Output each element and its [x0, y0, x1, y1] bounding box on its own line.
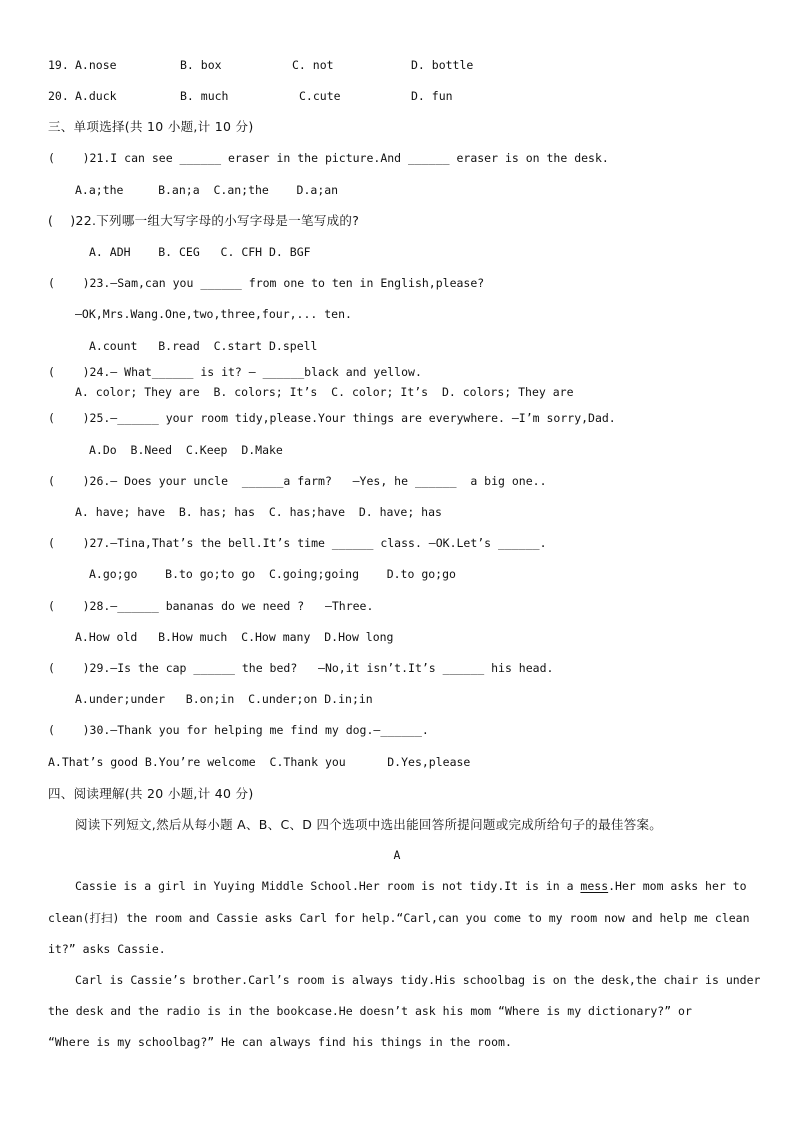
question-29-stem: ( )29.—Is the cap ______ the bed? —No,it isn’t.It’s ______ his head.	[48, 661, 554, 675]
passage-text: .Her mom asks her to	[608, 879, 747, 893]
passage-text: Cassie is a girl in Yuying Middle School.Her room is not tidy.It is in a	[75, 879, 581, 893]
option-b: B. box	[180, 58, 222, 72]
question-26-stem: ( )26.— Does your uncle ______a farm? —Yes, he ______ a big one..	[48, 474, 547, 488]
question-22-options: A. ADH B. CEG C. CFH D. BGF	[89, 245, 311, 259]
passage-paragraph-2-line-2: the desk and the radio is in the bookcase.He doesn’t ask his mom “Where is my dictionary?” or	[48, 1004, 692, 1018]
reading-instructions: 阅读下列短文,然后从每小题 A、B、C、D 四个选项中选出能回答所提问题或完成所给句子的最佳答案。	[75, 817, 663, 832]
question-22-stem: ( )22.下列哪一组大写字母的小写字母是一笔写成的?	[48, 213, 360, 228]
question-23-stem: ( )23.—Sam,can you ______ from one to ten in English,please?	[48, 276, 485, 290]
section-3-title: 三、单项选择(共 10 小题,计 10 分)	[48, 119, 254, 134]
passage-paragraph-2-line-1: Carl is Cassie’s brother.Carl’s room is always tidy.His schoolbag is on the desk,the chair is under	[75, 973, 761, 987]
question-24-options: A. color; They are B. colors; It’s C. color; It’s D. colors; They are	[75, 385, 574, 399]
option-a: A.duck	[75, 89, 117, 103]
question-28-options: A.How old B.How much C.How many D.How long	[75, 630, 394, 644]
question-30-stem: ( )30.—Thank you for helping me find my dog.—______.	[48, 723, 429, 737]
question-30-options: A.That’s good B.You’re welcome C.Thank you D.Yes,please	[48, 755, 471, 769]
question-21-options: A.a;the B.an;a C.an;the D.a;an	[75, 183, 339, 197]
option-d: D. bottle	[411, 58, 474, 72]
passage-paragraph-2-line-3: “Where is my schoolbag?” He can always find his things in the room.	[48, 1035, 512, 1049]
passage-paragraph-1-line-2: clean(打扫) the room and Cassie asks Carl for help.“Carl,can you come to my room now and help me clean	[48, 911, 750, 925]
question-23-options: A.count B.read C.start D.spell	[89, 339, 318, 353]
passage-paragraph-1-line-1	[75, 879, 747, 894]
question-25-options: A.Do B.Need C.Keep D.Make	[89, 443, 283, 457]
passage-label: A	[393, 848, 401, 862]
option-c: C. not	[292, 58, 334, 72]
question-26-options: A. have; have B. has; has C. has;have D. have; has	[75, 505, 442, 519]
question-number: 19.	[48, 58, 69, 72]
section-4-title: 四、阅读理解(共 20 小题,计 40 分)	[48, 786, 254, 801]
option-d: D. fun	[411, 89, 453, 103]
question-25-stem: ( )25.—______ your room tidy,please.Your things are everywhere. —I’m sorry,Dad.	[48, 411, 616, 425]
question-23-reply: —OK,Mrs.Wang.One,two,three,four,... ten.	[75, 307, 352, 321]
question-28-stem: ( )28.—______ bananas do we need ? —Three.	[48, 599, 374, 613]
question-27-options: A.go;go B.to go;to go C.going;going D.to go;go	[89, 567, 456, 581]
question-29-options: A.under;under B.on;in C.under;on D.in;in	[75, 692, 373, 706]
question-number: 20.	[48, 89, 69, 103]
passage-paragraph-1-line-3: it?” asks Cassie.	[48, 942, 166, 956]
underlined-word: mess	[580, 879, 609, 893]
question-27-stem: ( )27.—Tina,That’s the bell.It’s time ______ class. —OK.Let’s ______.	[48, 536, 547, 550]
option-c: C.cute	[299, 89, 341, 103]
question-24-stem: ( )24.— What______ is it? — ______black and yellow.	[48, 365, 422, 379]
option-b: B. much	[180, 89, 229, 103]
option-a: A.nose	[75, 58, 117, 72]
question-21-stem: ( )21.I can see ______ eraser in the picture.And ______ eraser is on the desk.	[48, 151, 609, 165]
